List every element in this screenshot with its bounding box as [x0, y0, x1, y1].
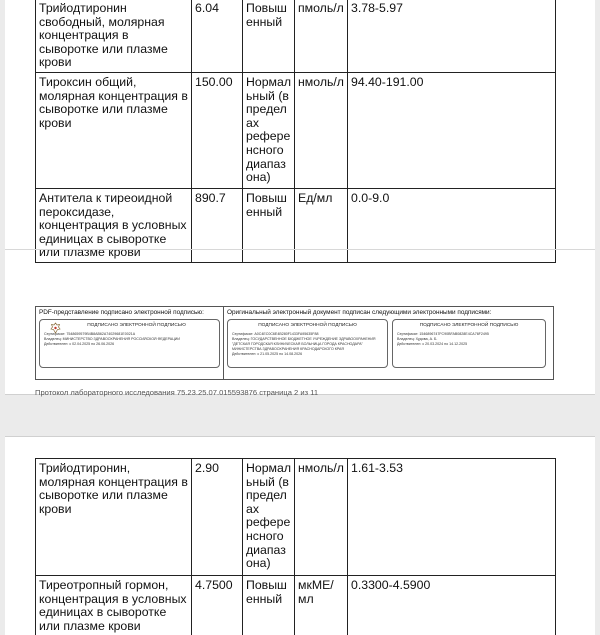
- test-name-cell: Трийодтиронин свободный, молярная концентрация в сыворотке или плазме крови: [36, 0, 192, 72]
- range-cell: 94.40-191.00: [348, 72, 556, 188]
- range-cell: 3.78-5.97: [348, 0, 556, 72]
- status-cell: Повышенный: [243, 576, 295, 635]
- status-cell: Нормальный (в пределах референсного диапазона): [243, 72, 295, 188]
- table-row: [36, 72, 556, 188]
- stamp-certificate: Сертификат: 7548659579B4B8AB62A74029681E0021A: [44, 332, 136, 336]
- range-cell: 0.3300-4.5900: [348, 576, 556, 635]
- test-name-cell: Тиреотропный гормон, концентрация в условных единицах в сыворотке или плазме крови: [36, 576, 192, 635]
- stamp-title: ПОДПИСАНО ЭЛЕКТРОННОЙ ПОДПИСЬЮ: [258, 323, 357, 328]
- value-cell: 150.00: [192, 72, 243, 188]
- value-cell: 6.04: [192, 0, 243, 72]
- signature-stamp: [227, 319, 388, 368]
- status-cell: Повышенный: [243, 188, 295, 262]
- stamp-certificate: Сертификат: A0C4EC0C6E4B280F1433FA95635F88: [232, 332, 319, 336]
- document-page-2: [5, 436, 595, 635]
- value-cell: 2.90: [192, 459, 243, 576]
- stamp-validity: Действителен: с 20.03.2024 по 14.12.2025: [397, 342, 468, 346]
- table-row: [36, 0, 556, 72]
- original-signature-section: [224, 307, 553, 379]
- coat-of-arms-icon: [50, 322, 61, 334]
- unit-cell: мкМЕ/мл: [295, 576, 348, 635]
- range-cell: 0.0-9.0: [348, 188, 556, 262]
- pdf-signature-header: PDF-представление подписано электронной подписью:: [39, 309, 204, 316]
- stamp-certificate: Сертификат: 1546896747FC90BFAB0828E4CA76F2495: [397, 332, 489, 336]
- stamp-owner: Владелец: ГОСУДАРСТВЕННОЕ БЮДЖЕТНОЕ УЧРЕЖДЕНИЕ ЗДРАВООХРАНЕНИЯ "ДЕТСКАЯ ГОРОДСКАЯ КЛИНИЧЕСКАЯ БОЛЬНИЦА ГОРОДА КРАСНОДАРА" МИНИСТЕРСТВА ЗДРАВООХРАНЕНИЯ КРАСНОДАРСКОГО КРАЯ: [232, 337, 376, 351]
- signature-stamp: [39, 319, 220, 368]
- stamp-owner: Владелец: Худова, А. Б.: [397, 337, 438, 341]
- table-row: [36, 188, 556, 262]
- value-cell: 4.7500: [192, 576, 243, 635]
- table-row: [36, 459, 556, 576]
- unit-cell: пмоль/л: [295, 0, 348, 72]
- stamp-owner: Владелец: МИНИСТЕРСТВО ЗДРАВООХРАНЕНИЯ РОССИЙСКОЙ ФЕДЕРАЦИИ: [44, 337, 180, 341]
- results-table-page-2: [35, 458, 556, 635]
- results-table-page-1: [35, 0, 556, 263]
- page-divider: [5, 249, 595, 250]
- range-cell: 1.61-3.53: [348, 459, 556, 576]
- electronic-signature-block: [35, 306, 554, 380]
- stamp-validity: Действителен: с 02.04.2025 по 26.06.2026: [44, 342, 115, 346]
- stamp-title: ПОДПИСАНО ЭЛЕКТРОННОЙ ПОДПИСЬЮ: [419, 323, 519, 328]
- status-cell: Повышенный: [243, 0, 295, 72]
- unit-cell: нмоль/л: [295, 459, 348, 576]
- protocol-footer: Протокол лабораторного исследования 75.23.25.07.015593876 страница 2 из 11: [35, 388, 319, 397]
- original-signature-header: Оригинальный электронный документ подписан следующими электронными подписями:: [227, 309, 492, 316]
- signature-stamp: [392, 319, 546, 368]
- unit-cell: нмоль/л: [295, 72, 348, 188]
- status-cell: Нормальный (в пределах референсного диапазона): [243, 459, 295, 576]
- unit-cell: Ед/мл: [295, 188, 348, 262]
- test-name-cell: Антитела к тиреоидной пероксидазе, концентрация в условных единицах в сыворотке или плазме крови: [36, 188, 192, 262]
- pdf-signature-section: [36, 307, 224, 379]
- table-row: [36, 576, 556, 635]
- test-name-cell: Трийодтиронин, молярная концентрация в сыворотке или плазме крови: [36, 459, 192, 576]
- stamp-validity: Действителен: с 21.05.2025 по 14.08.2026: [232, 352, 303, 356]
- value-cell: 890.7: [192, 188, 243, 262]
- stamp-title: ПОДПИСАНО ЭЛЕКТРОННОЙ ПОДПИСЬЮ: [87, 323, 186, 328]
- test-name-cell: Тироксин общий, молярная концентрация в сыворотке или плазме крови: [36, 72, 192, 188]
